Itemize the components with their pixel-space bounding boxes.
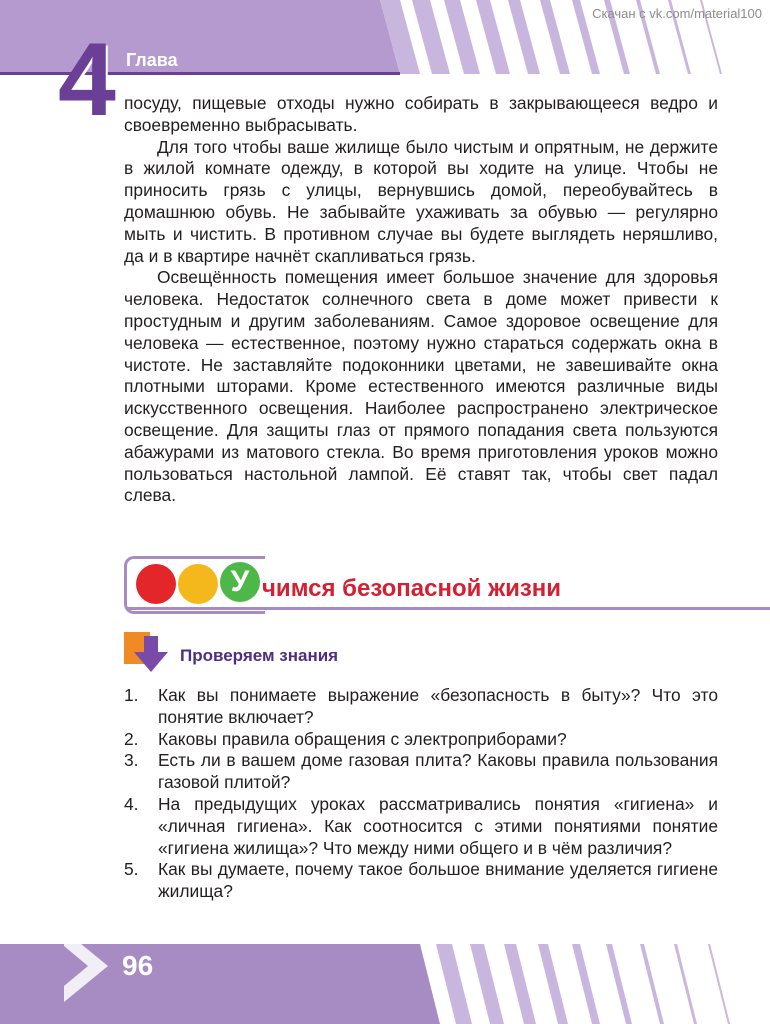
question-text: Каковы правила обращения с электроприборами? [158,728,567,749]
page-number: 96 [122,950,154,981]
question-text: На предыдущих уроках рассматривались понятия «гигиена» и «личная гигиена». Как соотносится с этими понятиями понятие «гигиена жилища»? Что между ними общего и в чём различия? [158,793,718,858]
watermark: Скачан с vk.com/material100 [592,6,762,21]
yellow-circle-icon [178,564,218,604]
paragraph: Для того чтобы ваше жилище было чистым и опрятным, не держите в жилой комнате одежду, в которой вы ходите на улице. Чтобы не приносить грязь с улицы, вернувшись домой, переобувайтесь в домашнюю обувь. Не забывайте ухаживать за обувью — регулярно мыть и чистить. В противном случае вы будете выглядеть неряшливо, да и в квартире начнёт скапливаться грязь. [124,136,718,266]
question-item [124,859,718,903]
arrow-down-icon [124,632,176,676]
chapter-label: Глава [126,50,178,70]
paragraph: Освещённость помещения имеет большое значение для здоровья человека. Недостаток солнечного света в доме может привести к простудным и другим заболеваниям. Самое здоровое освещение для человека — естественное, поэтому нужно стараться содержать окна в чистоте. Не заставляйте подоконники цветами, не завешивайте окна плотными шторами. Кроме естественного имеются различные виды искусственного освещения. Наиболее распространено электрическое освещение. Для защиты глаз от прямого попадания света пользуются абажурами из матового стекла. Во время приготовления уроков можно пользоваться настольной лампой. Её ставят так, чтобы свет падал слева. [124,267,718,506]
chapter-number: 4 [58,22,116,138]
section-banner-title: чимся безопасной жизни [262,575,562,602]
question-text: Как вы понимаете выражение «безопасность в быту»? Что это понятие включает? [158,685,718,727]
question-number: 5. [124,859,139,880]
green-circle-icon: У [220,562,260,602]
body-text [124,93,718,507]
question-item [124,685,718,729]
red-circle-icon [136,564,176,604]
question-item [124,729,718,751]
page-footer [0,930,770,1024]
footer-stripes [0,930,770,1024]
question-text: Как вы думаете, почему такое большое внимание уделяется гигиене жилища? [158,859,718,902]
paragraph: посуду, пищевые отходы нужно собирать в закрывающееся ведро и своевременно выбрасывать. [124,93,718,135]
question-text: Есть ли в вашем доме газовая плита? Каковы правила пользования газовой плитой? [158,750,718,793]
question-item [124,794,718,859]
section-banner-line [127,607,770,610]
question-item [124,750,718,794]
check-knowledge-title: Проверяем знания [180,646,339,665]
questions-list [124,685,718,903]
question-number: 2. [124,728,139,749]
question-number: 3. [124,750,139,771]
question-number: 4. [124,793,139,814]
question-number: 1. [124,685,139,705]
